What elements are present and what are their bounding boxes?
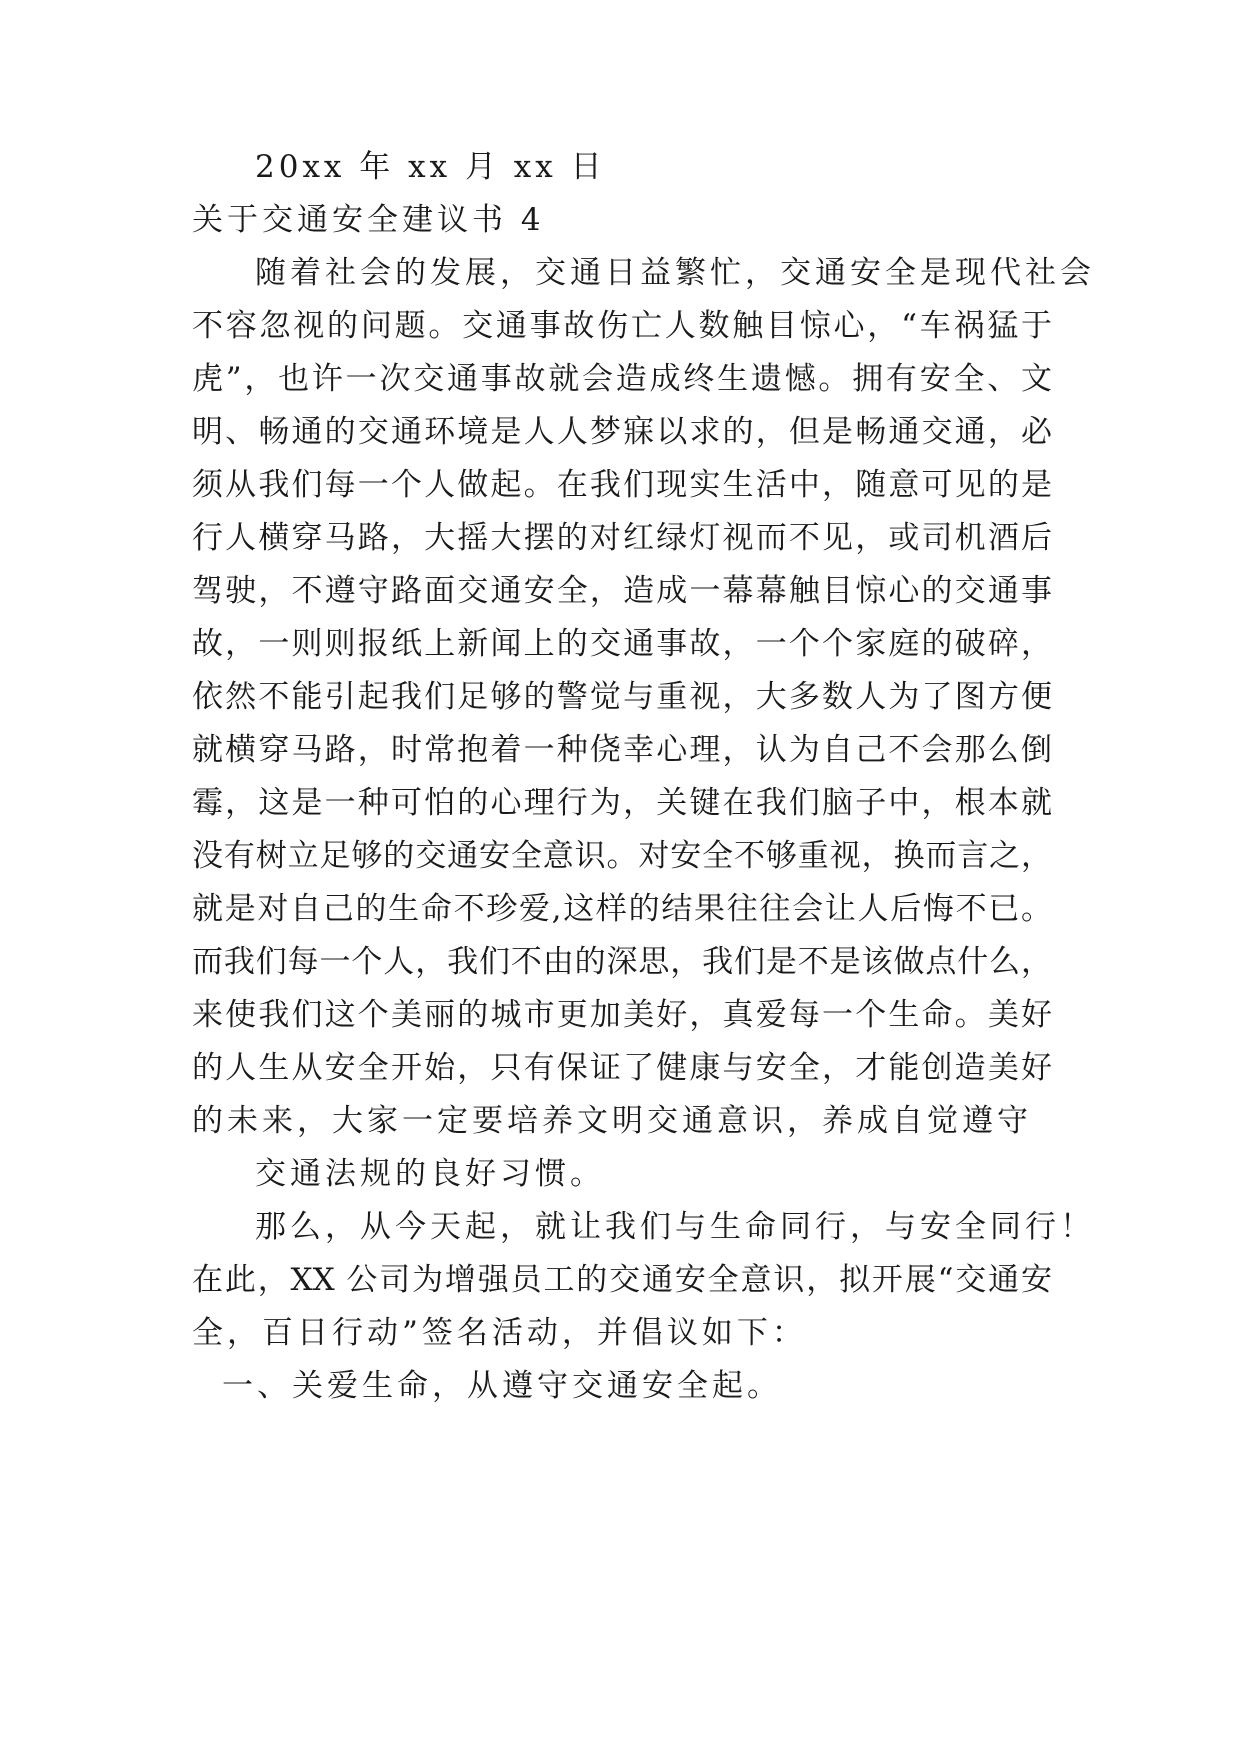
document-title: 关于交通安全建议书 4 — [192, 202, 545, 238]
paragraph-line: 须从我们每一个人做起。在我们现实生活中，随意可见的是 — [192, 467, 1052, 503]
paragraph-line: 虎”，也许一次交通事故就会造成终生遗憾。拥有安全、文 — [192, 361, 1052, 397]
paragraph-line: 来使我们这个美丽的城市更加美好，真爱每一个生命。美好 — [192, 997, 1052, 1033]
paragraph-line: 交通法规的良好习惯。 — [255, 1156, 605, 1192]
paragraph-line: 随着社会的发展，交通日益繁忙，交通安全是现代社会 — [255, 255, 1095, 291]
paragraph-line: 没有树立足够的交通安全意识。对安全不够重视，换而言之， — [192, 838, 1052, 874]
paragraph-line: 霉，这是一种可怕的心理行为，关键在我们脑子中，根本就 — [192, 785, 1052, 821]
paragraph-line: 明、畅通的交通环境是人人梦寐以求的，但是畅通交通，必 — [192, 414, 1052, 450]
paragraph-line: 的人生从安全开始，只有保证了健康与安全，才能创造美好 — [192, 1050, 1052, 1086]
paragraph-line: 不容忽视的问题。交通事故伤亡人数触目惊心，“车祸猛于 — [192, 308, 1052, 344]
paragraph-line: 就横穿马路，时常抱着一种侥幸心理，认为自己不会那么倒 — [192, 732, 1052, 768]
list-item: 一、关爱生命，从遵守交通安全起。 — [222, 1368, 782, 1404]
paragraph-line: 就是对自己的生命不珍爱,这样的结果往往会让人后悔不已。 — [192, 891, 1052, 927]
paragraph-line: 故，一则则报纸上新闻上的交通事故，一个个家庭的破碎， — [192, 626, 1052, 662]
paragraph-line: 那么，从今天起，就让我们与生命同行，与安全同行！ — [255, 1209, 1095, 1245]
paragraph-line: 行人横穿马路，大摇大摆的对红绿灯视而不见，或司机酒后 — [192, 520, 1052, 556]
paragraph-line: 在此，XX 公司为增强员工的交通安全意识，拟开展“交通安 — [192, 1262, 1052, 1298]
paragraph-line: 依然不能引起我们足够的警觉与重视，大多数人为了图方便 — [192, 679, 1052, 715]
paragraph-line: 的未来，大家一定要培养文明交通意识，养成自觉遵守 — [192, 1103, 1032, 1139]
date-line: 20xx 年 xx 月 xx 日 — [255, 149, 606, 185]
paragraph-line: 全，百日行动”签名活动，并倡议如下： — [192, 1315, 807, 1351]
paragraph-line: 驾驶，不遵守路面交通安全，造成一幕幕触目惊心的交通事 — [192, 573, 1052, 609]
paragraph-line: 而我们每一个人，我们不由的深思，我们是不是该做点什么， — [192, 944, 1052, 980]
